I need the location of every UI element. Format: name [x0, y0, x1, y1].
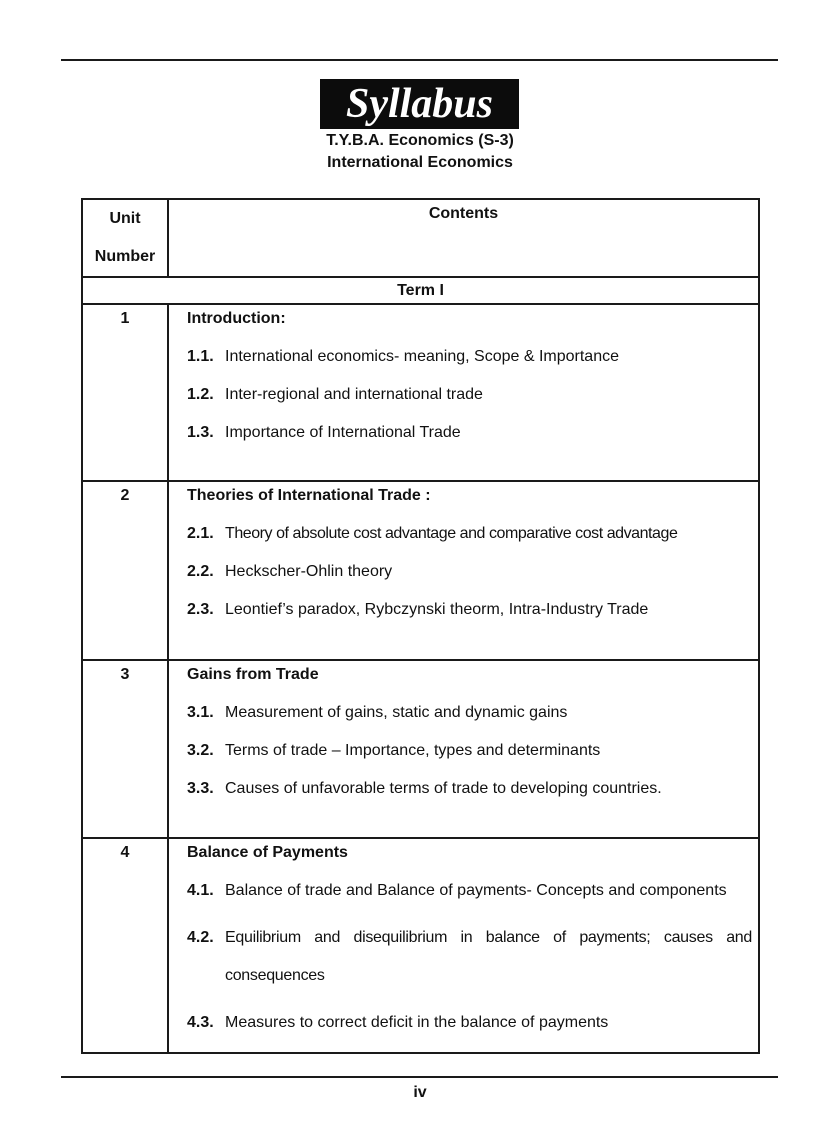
contents-header: Contents: [168, 199, 759, 277]
list-item: 2.3. Leontief’s paradox, Rybczynski theorm, Intra-Industry Trade: [187, 601, 649, 618]
page-number: iv: [413, 1084, 427, 1101]
unit-title: Introduction:: [187, 310, 286, 327]
unit-header-line1: Unit: [109, 210, 141, 227]
unit-number: 4: [82, 838, 168, 1053]
table-row: [82, 304, 759, 481]
unit-number: 1: [82, 304, 168, 481]
list-item: 4.2. Equilibrium and disequilibrium in balance of payments; causes and consequences: [187, 929, 752, 984]
list-item: 1.3. Importance of International Trade: [187, 424, 461, 441]
paper-subtitle: International Economics: [327, 154, 513, 171]
top-rule: [61, 59, 778, 61]
unit-number: 2: [82, 481, 168, 660]
list-item: 3.3. Causes of unfavorable terms of trade to developing countries.: [187, 780, 662, 797]
unit-contents: [168, 481, 759, 660]
list-item: 4.1. Balance of trade and Balance of payments- Concepts and components: [187, 882, 727, 899]
table-header-row: [82, 199, 759, 277]
list-item: 3.1. Measurement of gains, static and dynamic gains: [187, 704, 568, 721]
unit-title: Theories of International Trade :: [187, 487, 431, 504]
term-row: [82, 277, 759, 304]
syllabus-title-banner: Syllabus: [320, 79, 519, 129]
unit-title: Balance of Payments: [187, 844, 348, 861]
list-item: 4.3. Measures to correct deficit in the balance of payments: [187, 1014, 609, 1031]
unit-contents: [168, 660, 759, 838]
list-item: 2.1. Theory of absolute cost advantage and comparative cost advantage: [187, 525, 678, 542]
unit-number-header: [82, 199, 168, 277]
list-item: 2.2. Heckscher-Ohlin theory: [187, 563, 393, 580]
unit-title: Gains from Trade: [187, 666, 319, 683]
table-row: [82, 838, 759, 1053]
list-item: 1.1. International economics- meaning, Scope & Importance: [187, 348, 619, 365]
unit-contents: [168, 304, 759, 481]
list-item: 1.2. Inter-regional and international trade: [187, 386, 483, 403]
syllabus-table: [81, 198, 760, 1054]
unit-number: 3: [82, 660, 168, 838]
table-row: [82, 660, 759, 838]
unit-contents: [168, 838, 759, 1053]
list-item: 3.2. Terms of trade – Importance, types and determinants: [187, 742, 601, 759]
table-row: [82, 481, 759, 660]
unit-header-line2: Number: [94, 248, 156, 265]
bottom-rule: [61, 1076, 778, 1078]
term-label: Term I: [82, 277, 759, 304]
course-subtitle: T.Y.B.A. Economics (S-3): [326, 132, 514, 149]
